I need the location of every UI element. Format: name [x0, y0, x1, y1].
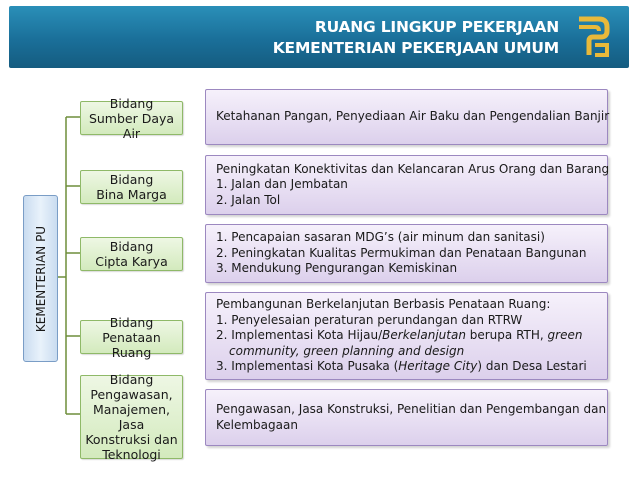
text-segment: Heritage City	[398, 359, 478, 374]
description-line: 3. Mendukung Pengurangan Kemiskinan	[216, 261, 458, 276]
category-bina-marga	[80, 170, 183, 204]
category-line: Bidang	[109, 239, 154, 254]
description-sumber-daya-air	[205, 89, 608, 145]
description-bina-marga	[205, 155, 608, 215]
category-line: Bidang	[109, 372, 154, 387]
category-line: Cipta Karya	[95, 254, 168, 269]
category-line: Bidang	[109, 314, 154, 330]
category-line: Konstruksi dan	[85, 432, 178, 447]
description-pengawasan	[205, 389, 608, 446]
text-segment: 2. Implementasi Kota Hijau/	[216, 328, 383, 343]
category-sumber-daya-air	[80, 95, 183, 141]
text-segment: ) dan Desa Lestari	[477, 359, 587, 374]
category-line: Teknologi	[102, 447, 161, 462]
category-cipta-karya	[80, 237, 183, 271]
category-line: Sumber Daya Air	[88, 110, 175, 141]
root-node-kementerian-pu	[23, 195, 58, 362]
description-line: Kelembagaan	[216, 417, 298, 432]
description-line: Pengawasan, Jasa Konstruksi, Penelitian dan Pengembangan dan	[216, 402, 607, 416]
category-line: Manajemen, Jasa	[93, 402, 170, 432]
category-line: Bina Marga	[96, 187, 167, 202]
description-line	[216, 359, 597, 375]
category-penataan-ruang	[80, 314, 183, 360]
description-line: 1. Pencapaian sasaran MDG’s (air minum dan sanitasi)	[216, 230, 545, 245]
description-line: Peningkatan Konektivitas dan Kelancaran Arus Orang dan Barang	[216, 161, 610, 176]
text-segment: 3. Implementasi Kota Pusaka (	[216, 359, 399, 374]
title-line-2: KEMENTERIAN PEKERJAAN UMUM	[272, 39, 559, 57]
description-cipta-karya	[205, 224, 608, 283]
description-line: Ketahanan Pangan, Penyediaan Air Baku dan Pengendalian Banjir	[216, 109, 610, 124]
description-line: Pembangunan Berkelanjutan Berbasis Penataan Ruang:	[216, 297, 551, 312]
category-line: Bidang	[109, 95, 154, 111]
description-line: 1. Jalan dan Jembatan	[216, 177, 348, 192]
description-line: 1. Penyelesaian peraturan perundangan dan RTRW	[216, 312, 523, 327]
category-line: Penataan Ruang	[102, 329, 161, 360]
text-segment: berupa RTH,	[465, 328, 548, 343]
category-line: Bidang	[109, 172, 154, 187]
title-line-1: RUANG LINGKUP PEKERJAAN	[314, 18, 559, 36]
description-line: 2. Peningkatan Kualitas Permukiman dan Penataan Bangunan	[216, 245, 587, 260]
text-segment: Berkelanjutan	[382, 328, 466, 343]
text-segment: green	[547, 328, 583, 343]
description-line	[216, 328, 597, 344]
root-label: KEMENTERIAN PU	[33, 225, 48, 332]
description-penataan-ruang	[205, 292, 608, 380]
description-line: 2. Jalan Tol	[216, 192, 281, 207]
category-line: Pengawasan,	[90, 387, 173, 402]
description-line: community, green planning and design	[229, 343, 465, 358]
category-pengawasan	[80, 372, 183, 462]
